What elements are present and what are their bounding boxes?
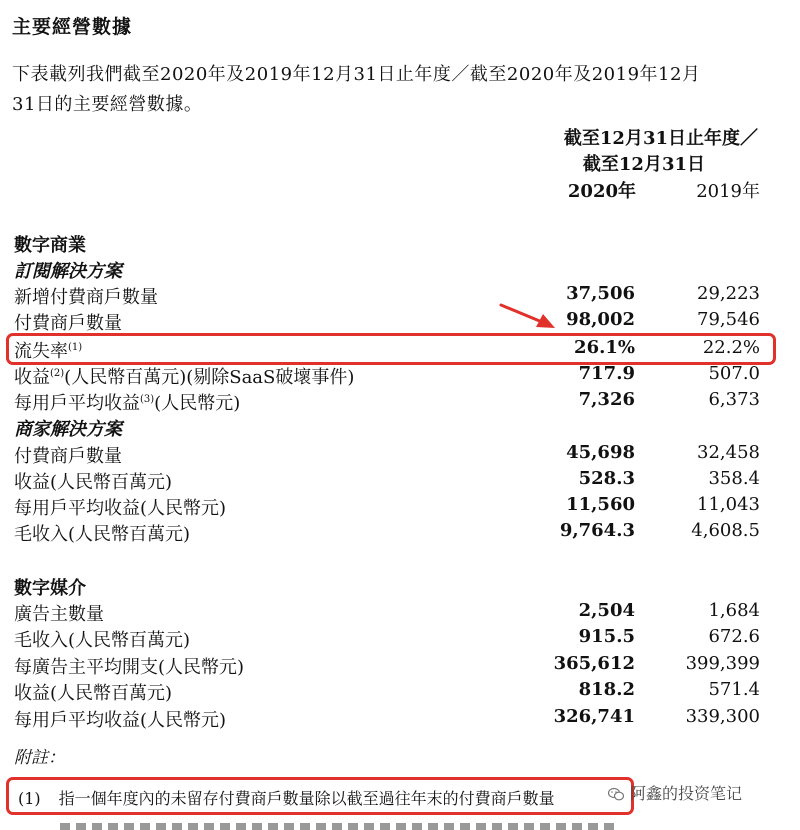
table-row bbox=[0, 626, 800, 652]
notes-heading: 附註： bbox=[14, 748, 65, 768]
table-row bbox=[0, 520, 800, 546]
table-row bbox=[0, 600, 800, 626]
header-period-line-1: 截至12月31日止年度／ bbox=[563, 128, 758, 149]
table-row bbox=[0, 494, 800, 520]
value-2020: 7,326 bbox=[578, 389, 635, 410]
churn-highlight-box bbox=[6, 333, 776, 365]
row-label: 毛收入(人民幣百萬元) bbox=[14, 630, 191, 651]
value-2020: 98,002 bbox=[566, 309, 635, 330]
value-2019: 672.6 bbox=[708, 626, 760, 647]
row-label: 每廣告主平均開支(人民幣元) bbox=[14, 657, 245, 678]
value-2019: 571.4 bbox=[708, 679, 760, 700]
table-row bbox=[0, 283, 800, 309]
row-label: 毛收入(人民幣百萬元) bbox=[14, 524, 191, 545]
value-2020: 11,560 bbox=[566, 494, 635, 515]
row-label: 每用戶平均收益(人民幣元) bbox=[14, 710, 227, 731]
table-row bbox=[0, 706, 800, 732]
value-2019: 339,300 bbox=[685, 706, 760, 727]
footnote-text: 指一個年度內的未留存付費商戶數量除以截至過往年末的付費商戶數量 bbox=[58, 789, 555, 808]
value-2020: 9,764.3 bbox=[559, 520, 635, 541]
table-row bbox=[0, 389, 800, 415]
table-row bbox=[0, 363, 800, 389]
row-label: 流失率$^{(1)}$ bbox=[14, 341, 83, 362]
value-2020: 365,612 bbox=[553, 653, 635, 674]
watermark bbox=[608, 781, 742, 804]
footnote-ref: (3) bbox=[140, 394, 155, 405]
value-2019: 4,608.5 bbox=[691, 520, 760, 541]
section-digital-media: 數字媒介 bbox=[14, 578, 86, 599]
value-2020: 818.2 bbox=[578, 679, 635, 700]
section-digital-commerce: 數字商業 bbox=[14, 235, 86, 256]
table-row bbox=[0, 309, 800, 335]
value-2019: 399,399 bbox=[685, 653, 760, 674]
value-2019: 11,043 bbox=[697, 494, 760, 515]
row-label: 收益(人民幣百萬元) bbox=[14, 472, 173, 493]
header-year-2020: 2020年 bbox=[567, 181, 636, 202]
watermark-text: 阿鑫的投资笔记 bbox=[630, 784, 743, 803]
table-row bbox=[0, 679, 800, 705]
header-period-line-2: 截至12月31日 bbox=[582, 154, 705, 175]
header-year-2019: 2019年 bbox=[696, 181, 760, 202]
value-2020: 37,506 bbox=[566, 283, 635, 304]
row-label: 每用戶平均收益$^{(3)}$(人民幣元) bbox=[14, 393, 241, 414]
value-2020: 2,504 bbox=[578, 600, 635, 621]
row-label: 付費商戶數量 bbox=[14, 313, 122, 334]
footnote-1 bbox=[18, 786, 555, 809]
value-2019: 22.2% bbox=[702, 337, 760, 358]
value-2019: 32,458 bbox=[697, 442, 760, 463]
table-row bbox=[0, 468, 800, 494]
value-2019: 79,546 bbox=[697, 309, 760, 330]
table-row bbox=[0, 653, 800, 679]
subsection-merchant: 商家解決方案 bbox=[14, 419, 122, 440]
subsection-subscription: 訂閱解決方案 bbox=[14, 261, 122, 282]
row-label: 收益$^{(2)}$(人民幣百萬元)(剔除SaaS破壞事件) bbox=[14, 367, 355, 388]
value-2019: 507.0 bbox=[708, 363, 760, 384]
value-2019: 358.4 bbox=[708, 468, 760, 489]
wechat-icon bbox=[608, 787, 624, 801]
intro-line-2: 31日的主要經營數據。 bbox=[12, 94, 203, 115]
row-label: 廣告主數量 bbox=[14, 604, 104, 625]
footnote-ref: (1) bbox=[68, 342, 83, 353]
value-2020: 26.1% bbox=[574, 337, 635, 358]
red-arrow-icon bbox=[498, 300, 558, 330]
table-row bbox=[0, 442, 800, 468]
page-title: 主要經營數據 bbox=[12, 16, 133, 38]
value-2020: 717.9 bbox=[578, 363, 635, 384]
row-label: 每用戶平均收益(人民幣元) bbox=[14, 498, 227, 519]
row-label: 收益(人民幣百萬元) bbox=[14, 683, 173, 704]
value-2020: 915.5 bbox=[578, 626, 635, 647]
intro-line-1: 下表載列我們截至2020年及2019年12月31日止年度／截至2020年及2019年12月 bbox=[12, 64, 701, 85]
value-2020: 326,741 bbox=[553, 706, 635, 727]
value-2019: 29,223 bbox=[697, 283, 760, 304]
row-label: 付費商戶數量 bbox=[14, 446, 122, 467]
cut-off-text-line bbox=[60, 823, 620, 830]
value-2019: 1,684 bbox=[708, 600, 760, 621]
footnote-number: (1) bbox=[18, 789, 41, 808]
value-2019: 6,373 bbox=[708, 389, 760, 410]
value-2020: 528.3 bbox=[578, 468, 635, 489]
value-2020: 45,698 bbox=[566, 442, 635, 463]
row-label: 新增付費商戶數量 bbox=[14, 287, 158, 308]
footnote-ref: (2) bbox=[50, 368, 65, 379]
